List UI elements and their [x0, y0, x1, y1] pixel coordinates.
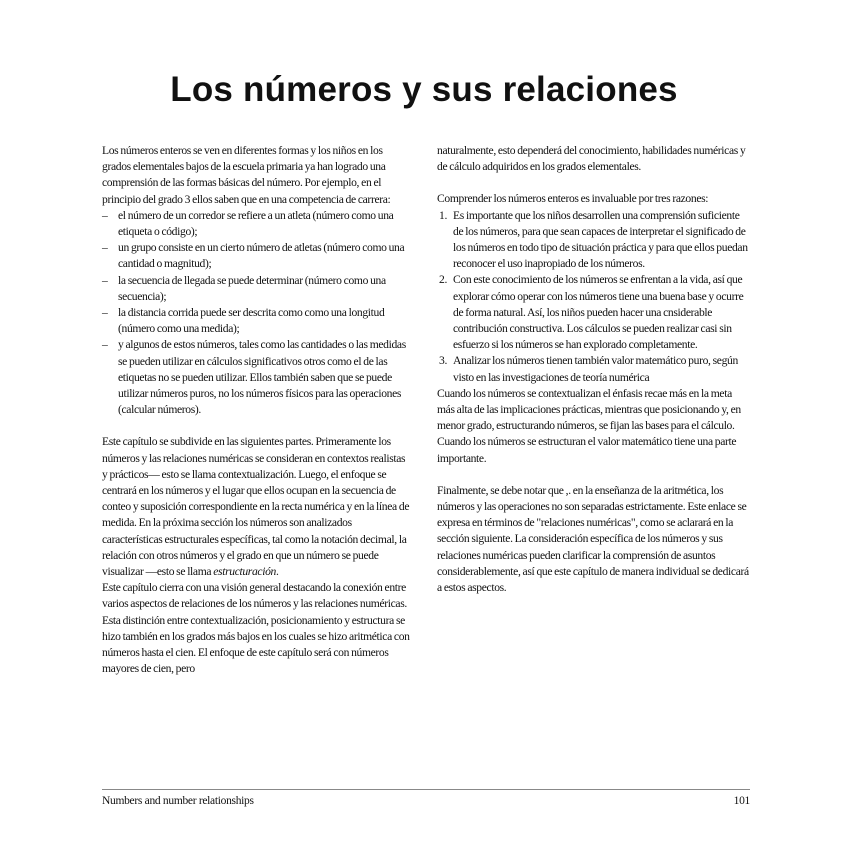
final-paragraph: Finalmente, se debe notar que ,. en la enseñanza de la aritmética, los números y las operaciones no son separadas estrictamente. Este enlace se expresa en términos de "relaciones numéricas", como se aclarará en la sección siguiente. La consideración específica de los números y sus relaciones numéricas pueden clarificar la comprensión de asuntos considerablemente, así que este capítulo de manera individual se dedicará a estos aspectos.	[437, 483, 749, 595]
list-item	[437, 208, 749, 273]
continuation-paragraph: naturalmente, esto dependerá del conocimiento, habilidades numéricas y de cálculo adquiridos en los grados elementales.	[437, 144, 746, 174]
left-column	[102, 143, 412, 678]
intro-paragraph: Los números enteros se ven en diferentes formas y los niños en los grados elementales bajos de la escuela primaria ya han logrado una comprensión de las formas básicas del número. Por ejemplo, en el principio del grado 3 ellos saben que en una competencia de carrera:	[102, 144, 391, 206]
paragraph-text: .	[275, 565, 279, 579]
list-item: – la distancia corrida puede ser descrita como como una longitud (número como una medida);	[102, 305, 412, 337]
page-title: Los números y sus relaciones	[170, 70, 678, 109]
page-number: 101	[733, 795, 750, 807]
list-number: 3.	[439, 354, 447, 368]
list-number: 2.	[439, 273, 447, 287]
list-item	[437, 272, 749, 353]
list-number: 1.	[439, 208, 447, 222]
list-item: – la secuencia de llegada se puede determinar (número como una secuencia);	[102, 273, 412, 305]
list-item	[437, 353, 749, 385]
list-text: Analizar los números tienen también valor matemático puro, según visto en las investigaciones de teoría numérica	[453, 354, 738, 384]
footer-divider	[102, 789, 750, 790]
number-uses-list	[102, 208, 412, 419]
list-text: Es importante que los niños desarrollen una comprensión suficiente de los números, para que sean capaces de interpretar el significado de los números en todo tipo de situación práctica y para que ellos puedan reconocer el uso inapropiado de los números.	[453, 208, 748, 271]
right-column	[437, 143, 749, 596]
list-item: – un grupo consiste en un cierto número de atletas (número como una cantidad o magnitud);	[102, 240, 412, 272]
contextualization-paragraph: Cuando los números se contextualizan el énfasis recae más en la meta más alta de las implicaciones prácticas, mientras que posicionando y, en menor grado, estructurando números, se fijan las bases para el cálculo. Cuando los números se estructuran el valor matemático tiene una parte importante.	[437, 386, 741, 465]
emphasis-term: estructuración	[213, 565, 276, 579]
list-text: Con este conocimiento de los números se enfrentan a la vida, así que explorar cómo operar con los números tiene una buena base y ocurre de forma natural. Así, los niños pueden hacer una cnsiderable contribución constructiva. Los cálculos se pueden realizar casi sin esfuerzo si los números se han explorado completamente.	[453, 273, 744, 352]
list-item: – el número de un corredor se refiere a un atleta (número como una etiqueta o código);	[102, 208, 412, 240]
reasons-list	[437, 208, 749, 386]
chapter-closing-paragraph: Este capítulo cierra con una visión general destacando la conexión entre varios aspectos de relaciones de los números y las relaciones numéricas. Esta distinción entre contextualización, posicionamiento y estructura se hizo también en los grados más bajos en los cuales se hizo aritmética con números hasta el cien. El enfoque de este capítulo será con números mayores de cien, pero	[102, 581, 410, 676]
chapter-structure-paragraph	[102, 434, 412, 580]
list-item: – y algunos de estos números, tales como las cantidades o las medidas se pueden utilizar en cálculos significativos otros como el de las etiquetas no se pueden utilizar. Ellos también saben que se puede utilizar números puros, no los números físicos para las operaciones (calcular números).	[102, 337, 412, 418]
paragraph-text: Este capítulo se subdivide en las siguientes partes. Primeramente los números y las relaciones numéricas se consideran en contextos realistas y prácticos— esto se llama contextualización. Luego, el enfoque se centrará en los números y el lugar que ellos ocupan en la secuencia de conteo y suposición correspondiente en la recta numérica y en la línea de medida. En la próxima sección los números son analizados características estructurales específicas, tal como la notación decimal, la relación con otros números y el grado en que un número se puede visualizar —esto se llama	[102, 435, 410, 579]
reasons-intro: Comprender los números enteros es invaluable por tres razones:	[437, 192, 709, 206]
running-footer: Numbers and number relationships	[102, 795, 254, 807]
